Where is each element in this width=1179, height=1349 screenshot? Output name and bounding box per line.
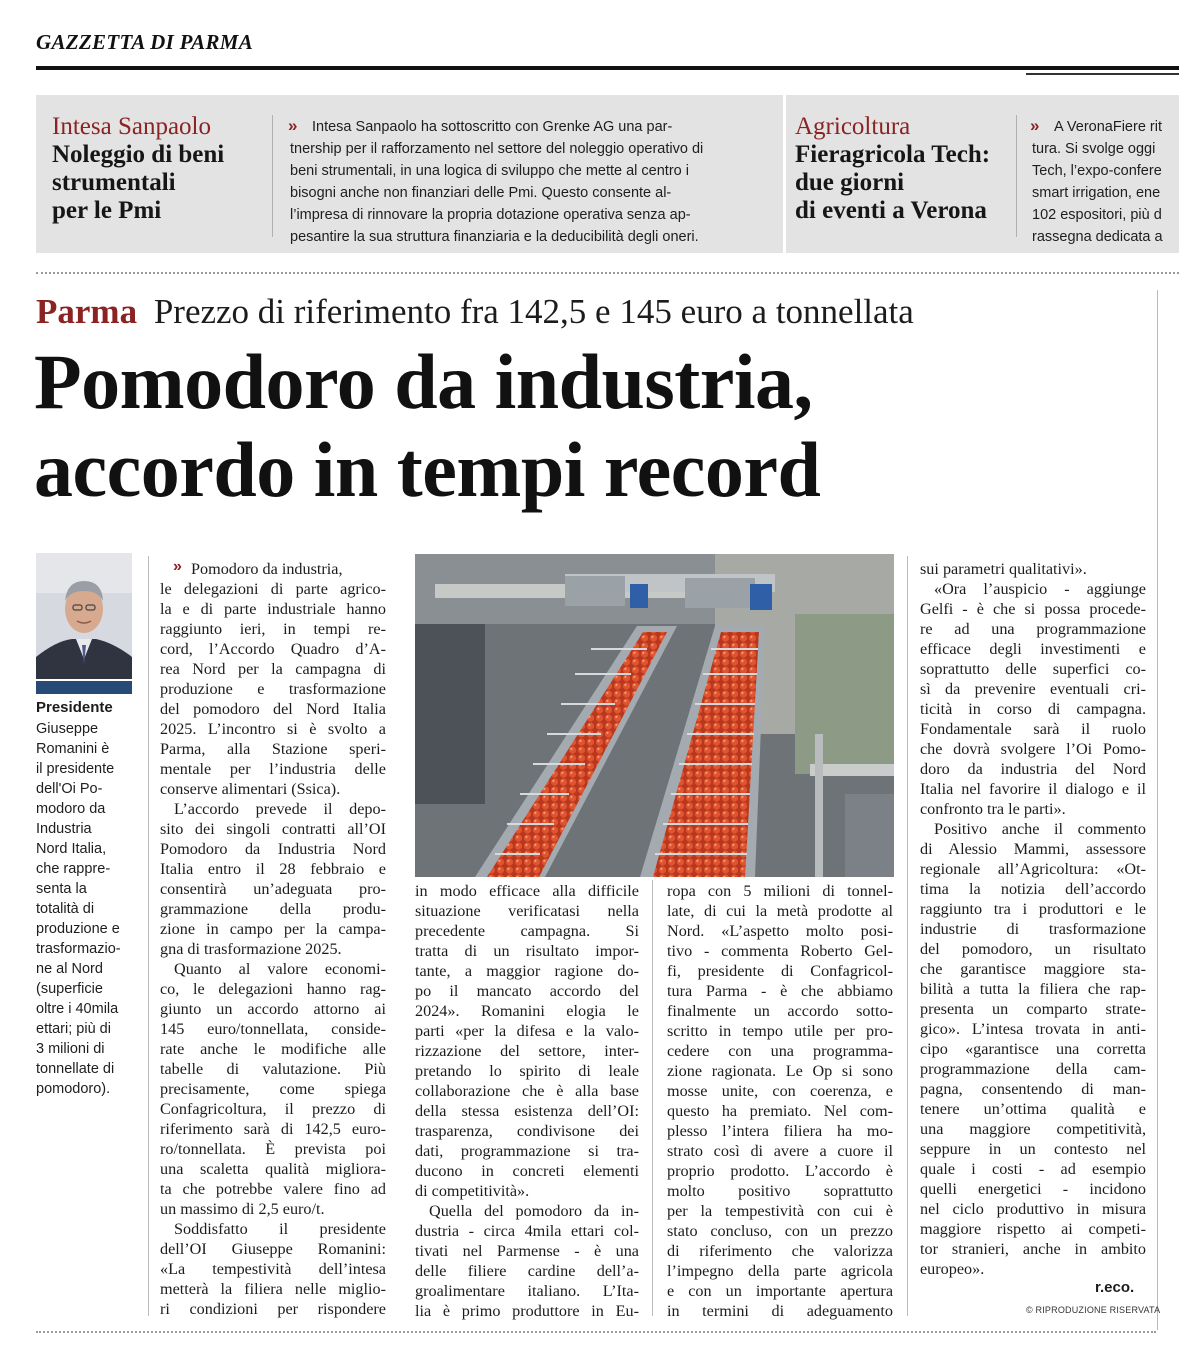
col1-line: 2025. L’incontro si è svolto a (160, 720, 386, 738)
article-column-1 (160, 559, 386, 1319)
col1-line: una scaletta qualità migliora- (160, 1160, 386, 1178)
brief-2-line: A VeronaFiere rit (1054, 119, 1162, 135)
brief-1-title-line-1: Noleggio di beni (52, 141, 225, 168)
col1-line: rea Nord per la campagna di (160, 660, 386, 678)
col4-line: quelli energetici - incidono (920, 1180, 1146, 1198)
col1-line: la e di parte industriale hanno (160, 600, 386, 618)
col4-line: re ad una programmazione (920, 620, 1146, 638)
brief-2 (795, 113, 990, 225)
col4-line: sui parametri qualitativi». (920, 560, 1087, 578)
brief-1-title-line-3: per le Pmi (52, 197, 162, 224)
col4-line: «Ora l’auspicio - aggiunge (934, 580, 1146, 598)
caption-line: tonnellate di (36, 1061, 115, 1077)
copyright-notice: © RIPRODUZIONE RISERVATA (1026, 1305, 1161, 1315)
caption-line: dell'Oi Po- (36, 781, 103, 797)
col4-line: maggiore rispetto ai competi- (920, 1220, 1146, 1238)
col1-line: giunto un accordo attorno ai (160, 1000, 386, 1018)
col3-line: finalmente un accordo sotto- (667, 1002, 893, 1020)
col4-line: tor stranieri, anche in ambito (920, 1240, 1146, 1258)
col2-line: Quella del pomodoro da in- (429, 1202, 639, 1220)
col4-line: Positivo anche il commento (934, 820, 1146, 838)
col4-line: quale i costi - ad esempio (920, 1160, 1146, 1178)
col4-line: programmazione della cam- (920, 1060, 1146, 1078)
brief-1-line: Intesa Sanpaolo ha sottoscritto con Grenke AG una par- (312, 119, 673, 135)
caption-line: Romanini è (36, 741, 110, 757)
col4-line: cipo «garantisce una corretta (920, 1040, 1146, 1058)
caption-line: trasformazio- (36, 941, 121, 957)
brief-1-text (290, 116, 766, 248)
article-column-3 (667, 881, 893, 1321)
col1-line: sito dei singoli contratti all’OI (160, 820, 386, 838)
col1-line: Italia entro il 28 febbraio e (160, 860, 386, 878)
col1-line: consentirà un’adeguata pro- (160, 880, 386, 898)
double-chevron-icon: » (1030, 116, 1040, 135)
headline-line-1: Pomodoro da industria, (34, 338, 813, 425)
col2-line: ducono in concreti elementi (415, 1162, 639, 1180)
col3-line: mosse unite, con coerenza, e (667, 1082, 893, 1100)
col1-line: raggiunto ieri, in tempi re- (160, 620, 386, 638)
portrait-image (36, 553, 132, 679)
column-rule (148, 556, 149, 1316)
portrait-photo (36, 553, 132, 679)
col1-line: del pomodoro del Nord Italia (160, 700, 386, 718)
caption-line: modoro da (36, 801, 106, 817)
col4-line: bilità a tutta la filiera che rap- (920, 980, 1146, 998)
section-divider (36, 272, 1179, 274)
brief-1-kicker: Intesa Sanpaolo (52, 113, 211, 140)
bottom-divider (36, 1331, 1156, 1333)
col1-line: Quanto al valore economi- (174, 960, 386, 978)
caption-line: oltre i 40mila (36, 1001, 119, 1017)
col1-line: rate anche le modifiche alle (160, 1040, 386, 1058)
col3-line: proprio prodotto. L’accordo è (667, 1162, 893, 1180)
col4-line: doro da industria del Nord (920, 760, 1146, 778)
caption-line: senta la (36, 881, 87, 897)
col4-line: gico». L’intesa trovata in anti- (920, 1020, 1146, 1038)
col4-line: industrie di trasformazione (920, 920, 1146, 938)
col2-line: precedente campagna. Si (415, 922, 639, 940)
col4-line: ticità in corso di campagna. (920, 700, 1146, 718)
masthead: GAZZETTA DI PARMA (36, 30, 254, 54)
col3-line: stato concluso, con un prezzo (667, 1222, 893, 1240)
col1-line: Confagricoltura, il prezzo di (160, 1100, 386, 1118)
column-rule (907, 556, 908, 1316)
col4-line: di Alessio Mammi, assessore (920, 840, 1146, 858)
caption-line: Giuseppe (36, 721, 99, 737)
col4-line: pagna, consentendo di man- (920, 1080, 1146, 1098)
brief-1-line: l’impresa di rinnovare la propria dotazione operativa senza ap- (290, 207, 691, 223)
caption-line: produzione e (36, 921, 120, 937)
col1-line: un massimo di 2,5 euro/t. (160, 1200, 325, 1218)
caption-line: Industria (36, 821, 92, 837)
caption-line: 3 milioni di (36, 1041, 105, 1057)
col4-line: nel ciclo produttivo in misura (920, 1200, 1146, 1218)
col2-line: dustria - circa 4mila ettari col- (415, 1222, 639, 1240)
col3-line: strato così di avere a cuore il (667, 1142, 893, 1160)
col1-line: precisamente, come spiega (160, 1080, 386, 1098)
col1-line: zione in campo per la campa- (160, 920, 386, 938)
col2-line: delle filiere cardine dell’a- (415, 1262, 639, 1280)
caption-line: totalità di (36, 901, 95, 917)
col2-line: di competitività». (415, 1182, 530, 1200)
caption-line: (superficie (36, 981, 103, 997)
caption-line: ettari; più di (36, 1021, 111, 1037)
brief-1 (52, 113, 224, 225)
double-chevron-icon: » (288, 116, 298, 135)
col1-line: gna di trasformazione 2025. (160, 940, 342, 958)
masthead-rule-thin (1026, 73, 1179, 75)
col1-line: cord, l’Accordo Quadro d’A- (160, 640, 386, 658)
page-edge-rule (1157, 290, 1158, 1330)
col1-line: mentale per l’industria delle (160, 760, 386, 778)
col4-line: che garantisce maggiore sta- (920, 960, 1146, 978)
col3-line: tura Parma - è che abbiamo (667, 982, 893, 1000)
col3-line: per la tempestività con cui è (667, 1202, 893, 1220)
article-column-2 (415, 881, 639, 1321)
portrait-caption (36, 719, 121, 1099)
col1-line: 145 euro/tonnellata, conside- (160, 1020, 386, 1038)
col3-line: questo ha premiato. Nel com- (667, 1102, 893, 1120)
col4-line: europeo». (920, 1260, 985, 1278)
brief-2-title-line-2: due giorni (795, 169, 905, 196)
col3-line: late, di cui la metà prodotte al (667, 902, 893, 920)
col2-line: in modo efficace alla difficile (415, 882, 639, 900)
col4-line: soprattutto delle superfici co- (920, 660, 1146, 678)
brief-2-text (1032, 116, 1179, 248)
article-subtitle: Prezzo di riferimento fra 142,5 e 145 euro a tonnellata (153, 292, 914, 331)
col2-line: tratta di un risultato impor- (415, 942, 639, 960)
col2-line: della stessa esistenza dell’OI: (415, 1102, 639, 1120)
col2-line: pretando lo spirito di leale (415, 1062, 639, 1080)
col3-line: tivo - commenta Roberto Gel- (667, 942, 893, 960)
col4-line: efficace degli investimenti e (920, 640, 1146, 658)
col4-line: sì da prevenire eventuali cri- (920, 680, 1146, 698)
col4-line: che dovrà svolgere l’Oi Pomo- (920, 740, 1146, 758)
brief-1-line: tnership per il rafforzamento nel settore del noleggio operativo di (290, 141, 704, 157)
col3-line: in termini di adeguamento (667, 1302, 893, 1320)
col2-line: collaborazione che è alla base (415, 1082, 639, 1100)
col2-line: tante, a maggior ragione do- (415, 962, 639, 980)
col4-line: regionale all’Agricoltura: «Ot- (920, 860, 1146, 878)
col3-line: Nord. «L’aspetto molto posi- (667, 922, 893, 940)
col2-line: trasparenza, condivisone dei (415, 1122, 639, 1140)
headline-line-2: accordo in tempi record (34, 426, 821, 513)
tomato-conveyor-photo (415, 554, 894, 877)
col3-line: zione ragionata. Le Op si sono (667, 1062, 893, 1080)
article-headline (34, 338, 820, 514)
caption-line: il presidente (36, 761, 115, 777)
col1-line: L’accordo prevede il depo- (174, 800, 386, 818)
author-signature: r.eco. (1095, 1279, 1135, 1296)
col4-line: confronto tra le parti». (920, 800, 1066, 818)
col2-line: situazione verificatasi nella (415, 902, 639, 920)
col2-line: groalimentare italiano. L’Ita- (415, 1282, 639, 1300)
col3-line: ropa con 5 milioni di tonnel- (667, 882, 893, 900)
double-chevron-icon: » (173, 558, 182, 575)
col1-line: tabelle di valutazione. Più (160, 1060, 386, 1078)
photo-image (415, 554, 894, 877)
col3-line: di riferimento che valorizza (667, 1242, 893, 1260)
caption-line: ne al Nord (36, 961, 103, 977)
col1-line: ta che potrebbe valere fino ad (160, 1180, 386, 1198)
caption-line: Nord Italia, (36, 841, 107, 857)
brief-2-rule (1016, 115, 1017, 237)
col1-line: ri condizioni per rispondere (160, 1300, 386, 1318)
col1-line: Parma, alla Stazione speri- (160, 740, 386, 758)
col4-line: una maggiore competitività, (920, 1120, 1146, 1138)
brief-2-title-line-3: di eventi a Verona (795, 197, 987, 224)
col4-line: raggiunto tra i produttori e le (920, 900, 1146, 918)
col2-line: 2024». Romanini elogia le (415, 1002, 639, 1020)
col1-line: dell’OI Giuseppe Romanini: (160, 1240, 386, 1258)
col2-line: rizzazione del settore, inter- (415, 1042, 639, 1060)
brief-2-kicker: Agricoltura (795, 113, 911, 140)
briefs-divider (783, 95, 786, 253)
col1-line: conserve alimentari (Ssica). (160, 780, 341, 798)
col3-line: scritto in tempo utile per pro- (667, 1022, 893, 1040)
caption-heading: Presidente (36, 699, 113, 716)
col3-line: fi, presidente di Confagricol- (667, 962, 893, 980)
brief-2-line: Tech, l’expo-confere (1032, 163, 1162, 179)
col3-line: cedere con una programma- (667, 1042, 893, 1060)
caption-line: pomodoro). (36, 1081, 111, 1097)
col2-line: dati, programmazione si tra- (415, 1142, 639, 1160)
col1-line: co, le delegazioni hanno rag- (160, 980, 386, 998)
col2-line: parti «per la difesa e la valo- (415, 1022, 639, 1040)
col3-line: molto positivo soprattutto (667, 1182, 893, 1200)
col1-line: grammazione della produ- (160, 900, 386, 918)
col4-line: tenere un’ottima qualità e (920, 1100, 1146, 1118)
article-kicker (36, 290, 914, 334)
col1-line: le delegazioni di parte agrico- (160, 580, 386, 598)
col1-line: Pomodoro da Industria Nord (160, 840, 386, 858)
masthead-rule (36, 66, 1179, 70)
col2-line: po il mancato accordo del (415, 982, 639, 1000)
article-column-4 (920, 559, 1146, 1279)
col4-line: Italia nel favorire il dialogo e il (920, 780, 1146, 798)
col4-line: del pomodoro, un risultato (920, 940, 1146, 958)
col1-line: metterà la filiera nelle miglio- (160, 1280, 386, 1298)
column-rule (652, 880, 653, 1316)
col1-line: ro/tonnellata. È prevista poi (160, 1140, 386, 1158)
brief-1-line: bisogni anche non finanziari delle Pmi. Questo consente al- (290, 185, 672, 201)
brief-2-line: smart irrigation, ene (1032, 185, 1161, 201)
brief-1-rule (272, 115, 273, 237)
col3-line: l’impegno della parte agricola (667, 1262, 893, 1280)
col1-line: Soddisfatto il presidente (174, 1220, 386, 1238)
brief-2-line: rassegna dedicata a (1032, 229, 1163, 245)
col4-line: Fondamentale sarà il ruolo (920, 720, 1146, 738)
col4-line: Gelfi - è che si possa procede- (920, 600, 1146, 618)
brief-1-line: pesantire la sua struttura finanziaria e la deducibilità degli oneri. (290, 229, 699, 245)
col3-line: plesso l’intera filiera ha mo- (667, 1122, 893, 1140)
brief-2-title-line-1: Fieragricola Tech: (795, 141, 991, 168)
col1-line: produzione e trasformazione (160, 680, 386, 698)
col4-line: tima la notizia dell’accordo (920, 880, 1146, 898)
brief-2-line: 102 espositori, più d (1032, 207, 1162, 223)
brief-2-line: tura. Si svolge oggi (1032, 141, 1156, 157)
col1-line: Pomodoro da industria, (191, 560, 343, 578)
col4-line: presenta un comparto strate- (920, 1000, 1146, 1018)
caption-line: che rappre- (36, 861, 111, 877)
col1-line: «La tempestività dell’intesa (160, 1260, 386, 1278)
col3-line: e con un importante apertura (667, 1282, 893, 1300)
portrait-bar (36, 681, 132, 694)
col4-line: seppure in un contesto nel (920, 1140, 1146, 1158)
col2-line: lia è primo produttore in Eu- (415, 1302, 639, 1320)
col2-line: tivati nel Parmense - è una (415, 1242, 639, 1260)
brief-1-title-line-2: strumentali (52, 169, 176, 196)
article-place: Parma (36, 292, 138, 331)
col1-line: riferimento sarà di 142,5 euro- (160, 1120, 386, 1138)
brief-1-line: beni strumentali, in una logica di sviluppo che mette al centro i (290, 163, 689, 179)
